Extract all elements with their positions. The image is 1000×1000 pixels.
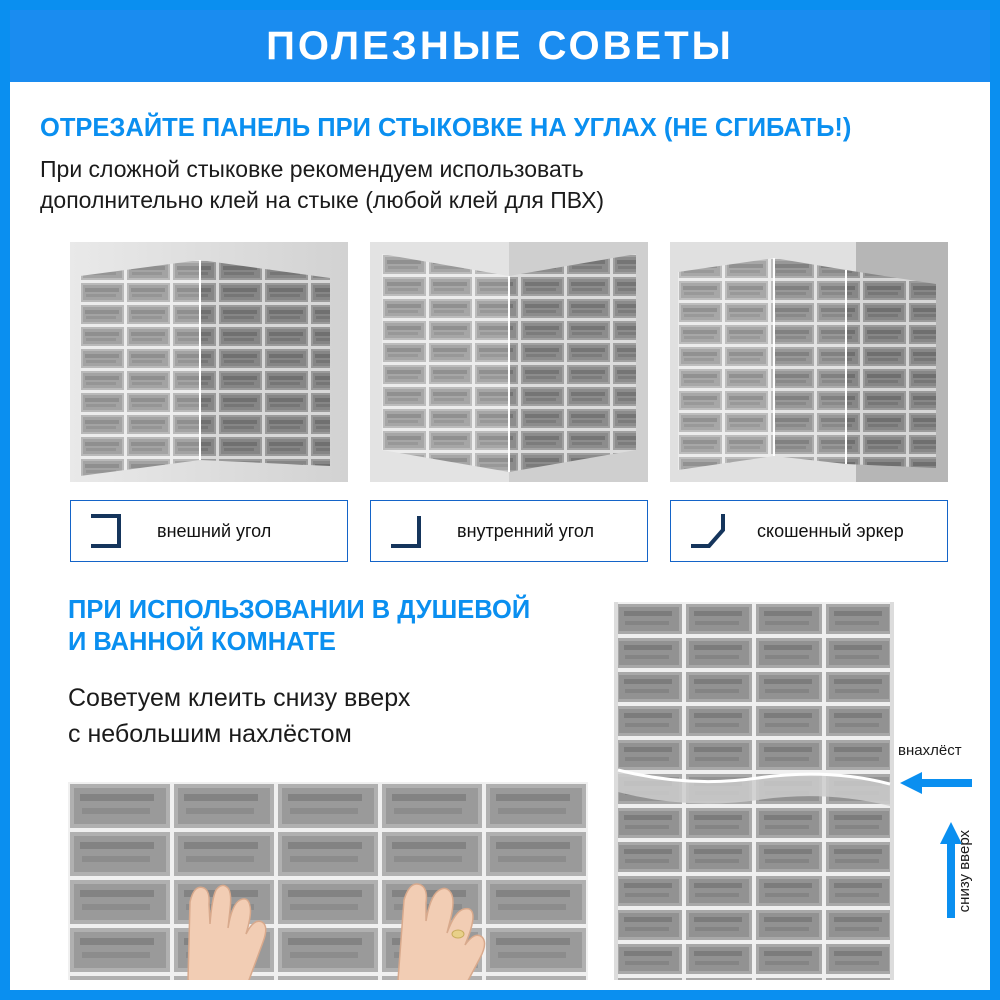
inner-corner-icon <box>385 508 447 554</box>
section1-body-line1: При сложной стыковке рекомендуем использовать <box>40 156 584 182</box>
bevelled-bay-illustration <box>670 242 948 482</box>
caption-bevelled-bay <box>670 500 948 562</box>
overlap-illustration <box>614 602 894 980</box>
arrow-left-icon <box>900 770 972 796</box>
section1-body <box>40 154 680 216</box>
photo-inner-corner <box>370 242 648 482</box>
bevelled-bay-icon <box>685 508 747 554</box>
outer-corner-icon <box>85 508 147 554</box>
photo-hands-applying-panel <box>68 782 588 980</box>
page-content <box>10 82 990 990</box>
caption-row <box>70 500 950 562</box>
page-title: ПОЛЕЗНЫЕ СОВЕТЫ <box>266 23 734 68</box>
corner-photo-row <box>70 242 950 482</box>
section2-title <box>68 594 608 658</box>
label-overlap: внахлёст <box>898 742 962 759</box>
caption-bevelled-bay-label: скошенный эркер <box>757 521 904 541</box>
caption-inner-corner-label: внутренний угол <box>457 521 595 541</box>
photo-bevelled-bay <box>670 242 948 482</box>
caption-outer-corner <box>70 500 348 562</box>
page-header <box>10 10 990 82</box>
caption-outer-corner-label: внешний угол <box>157 521 272 541</box>
section2-body-line2: с небольшим нахлёстом <box>68 720 352 748</box>
photo-outer-corner <box>70 242 348 482</box>
caption-inner-corner <box>370 500 648 562</box>
inner-corner-illustration <box>370 242 648 482</box>
outer-corner-illustration <box>70 242 348 482</box>
section1-body-line2: дополнительно клей на стыке (любой клей для ПВХ) <box>40 187 605 213</box>
section1-title: ОТРЕЗАЙТЕ ПАНЕЛЬ ПРИ СТЫКОВКЕ НА УГЛАХ (НЕ СГИБАТЬ!) <box>40 114 852 142</box>
section2-body-line1: Советуем клеить снизу вверх <box>68 684 411 712</box>
section2-title-line2: И ВАННОЙ КОМНАТЕ <box>68 628 336 656</box>
photo-panel-overlap <box>614 602 894 980</box>
label-bottom-up: снизу вверх <box>956 830 973 913</box>
hands-illustration <box>68 782 588 980</box>
section2-body <box>68 680 588 752</box>
section2-title-line1: ПРИ ИСПОЛЬЗОВАНИИ В ДУШЕВОЙ <box>68 596 531 624</box>
